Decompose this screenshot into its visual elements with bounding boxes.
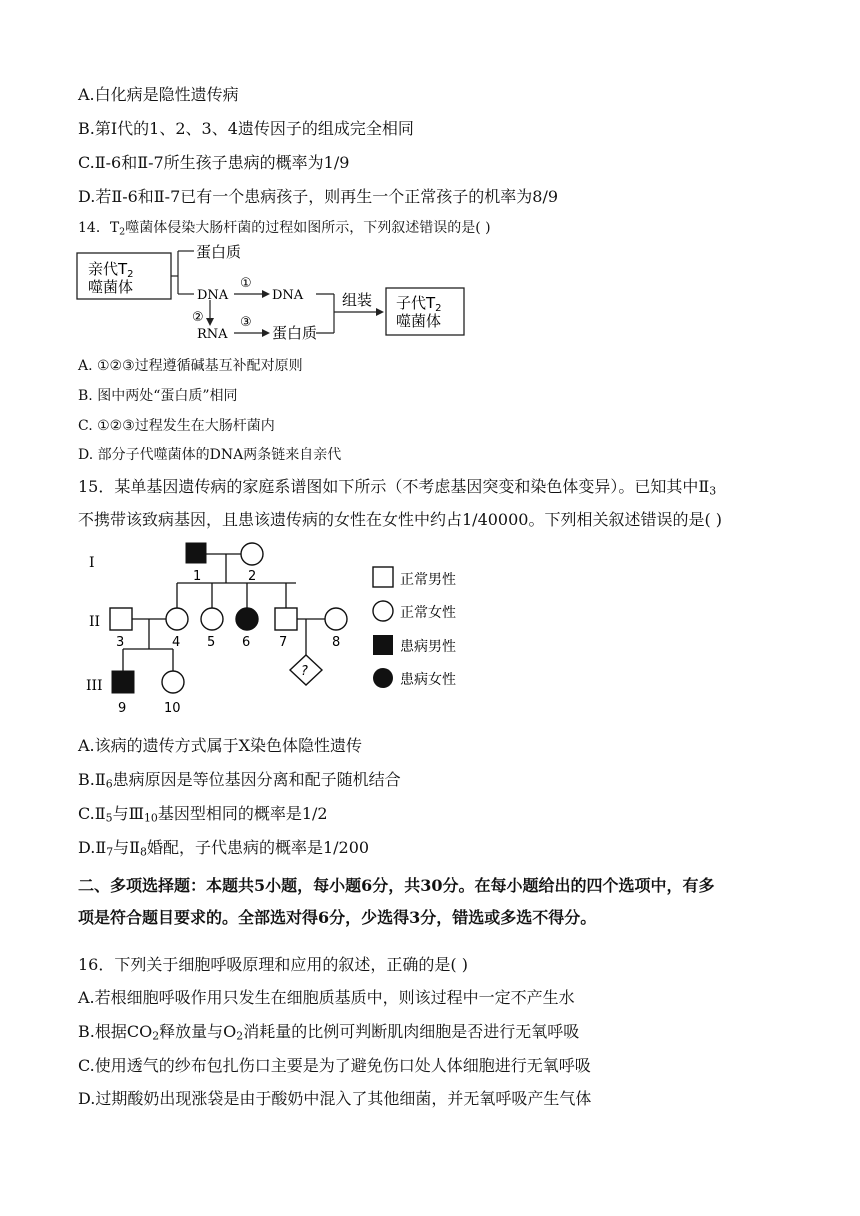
step1-label: ① [240,276,252,291]
label-2: 2 [248,569,257,584]
q14-option-d: D. 部分子代噬菌体的DNA两条链来自亲代 [78,447,342,463]
label-9: 9 [118,701,127,716]
q16-option-c: C.使用透气的纱布包扎伤口主要是为了避免伤口处人体细胞进行无氧呼吸 [78,1056,591,1075]
legend-affected-female-symbol [373,668,393,688]
individual-7-normal-male [275,608,297,630]
label-6: 6 [242,635,251,650]
legend-affected-female-label: 患病女性 [400,672,456,688]
protein-bottom-label: 蛋白质 [272,324,318,342]
individual-4-normal-female [166,608,188,630]
q16-option-d: D.过期酸奶出现涨袋是由于酸奶中混入了其他细菌，并无氧呼吸产生气体 [78,1089,592,1108]
phage-infection-diagram [76,242,476,342]
section2-instructions-line1: 二、多项选择题：本题共5小题，每小题6分，共30分。在每小题给出的四个选项中，有多 [78,876,715,895]
section2-instructions-line2: 项是符合题目要求的。全部选对得6分，少选得3分，错选或多选不得分。 [78,908,597,927]
parent-phage-label-2: 噬菌体 [88,278,134,296]
q13-option-a: A.白化病是隐性遗传病 [78,85,239,104]
individual-5-normal-female [201,608,223,630]
parent-phage-label-1: 亲代$T_2$ [88,260,134,280]
label-8: 8 [332,635,341,650]
individual-8-normal-female [325,608,347,630]
legend-normal-male-symbol [373,567,393,587]
individual-1-affected-male [186,543,206,563]
rna-label: RNA [197,327,228,342]
step2-label: ② [192,310,204,325]
unknown-label: ? [301,664,308,679]
assemble-label: 组装 [342,291,373,309]
label-5: 5 [207,635,216,650]
gen-ii-label: II [89,614,101,630]
q15-option-d: $D.Ⅱ_7$与$Ⅱ_8$婚配，子代患病的概率是1/200 [78,838,370,859]
q13-option-b: B.第Ⅰ代的1、2、3、4遗传因子的组成完全相同 [78,119,414,138]
pedigree-chart [80,535,480,720]
step3-label: ③ [240,315,252,330]
protein-top-label: 蛋白质 [196,243,242,261]
legend-normal-female-label: 正常女性 [400,605,456,621]
q16-option-b: B.根据$CO_2$释放量与$O_2$消耗量的比例可判断肌肉细胞是否进行无氧呼吸 [78,1022,580,1043]
dna-left-label: DNA [197,288,229,303]
legend-normal-female-symbol [373,601,393,621]
label-4: 4 [172,635,181,650]
q15-stem-line2: 不携带该致病基因，且患该遗传病的女性在女性中约占1/40000。下列相关叙述错误的是( ) [78,510,723,529]
q14-option-a: A. ①②③过程遵循碱基互补配对原则 [78,358,303,374]
q15-option-c: $C.Ⅱ_5$与$Ⅲ_{10}$基因型相同的概率是1/2 [78,804,328,825]
gen-i-label: I [89,555,95,571]
q13-option-c: C.Ⅱ-6和Ⅱ-7所生孩子患病的概率为1/9 [78,153,350,172]
q16-option-a: A.若根细胞呼吸作用只发生在细胞质基质中，则该过程中一定不产生水 [78,988,575,1007]
q14-option-c: C. ①②③过程发生在大肠杆菌内 [78,418,275,434]
label-10: 10 [164,701,181,716]
q13-option-d: D.若Ⅱ-6和Ⅱ-7已有一个患病孩子，则再生一个正常孩子的机率为8/9 [78,187,559,206]
q15-option-b: $B.Ⅱ_6$患病原因是等位基因分离和配子随机结合 [78,770,401,791]
q14-stem: 14．$T_2$噬菌体侵染大肠杆菌的过程如图所示，下列叙述错误的是( ) [78,220,491,238]
label-3: 3 [116,635,125,650]
q16-stem: 16．下列关于细胞呼吸原理和应用的叙述，正确的是( ) [78,955,468,974]
individual-6-affected-female [236,608,258,630]
label-1: 1 [193,569,202,584]
individual-9-affected-male [112,671,134,693]
q15-stem-line1: 15．某单基因遗传病的家庭系谱图如下所示（不考虑基因突变和染色体变异）。已知其中$Ⅱ_3$ [78,477,717,498]
individual-10-normal-female [162,671,184,693]
legend-affected-male-symbol [373,635,393,655]
child-phage-label-1: 子代$T_2$ [396,294,442,314]
gen-iii-label: III [86,678,103,694]
q15-option-a: A.该病的遗传方式属于X染色体隐性遗传 [78,736,363,755]
pedigree-legend [373,567,456,688]
legend-normal-male-label: 正常男性 [400,572,456,588]
child-phage-label-2: 噬菌体 [396,312,442,330]
q14-option-b: B. 图中两处“蛋白质”相同 [78,388,238,404]
legend-affected-male-label: 患病男性 [400,639,456,655]
individual-3-normal-male [110,608,132,630]
dna-right-label: DNA [272,288,304,303]
label-7: 7 [279,635,288,650]
individual-2-normal-female [241,543,263,565]
